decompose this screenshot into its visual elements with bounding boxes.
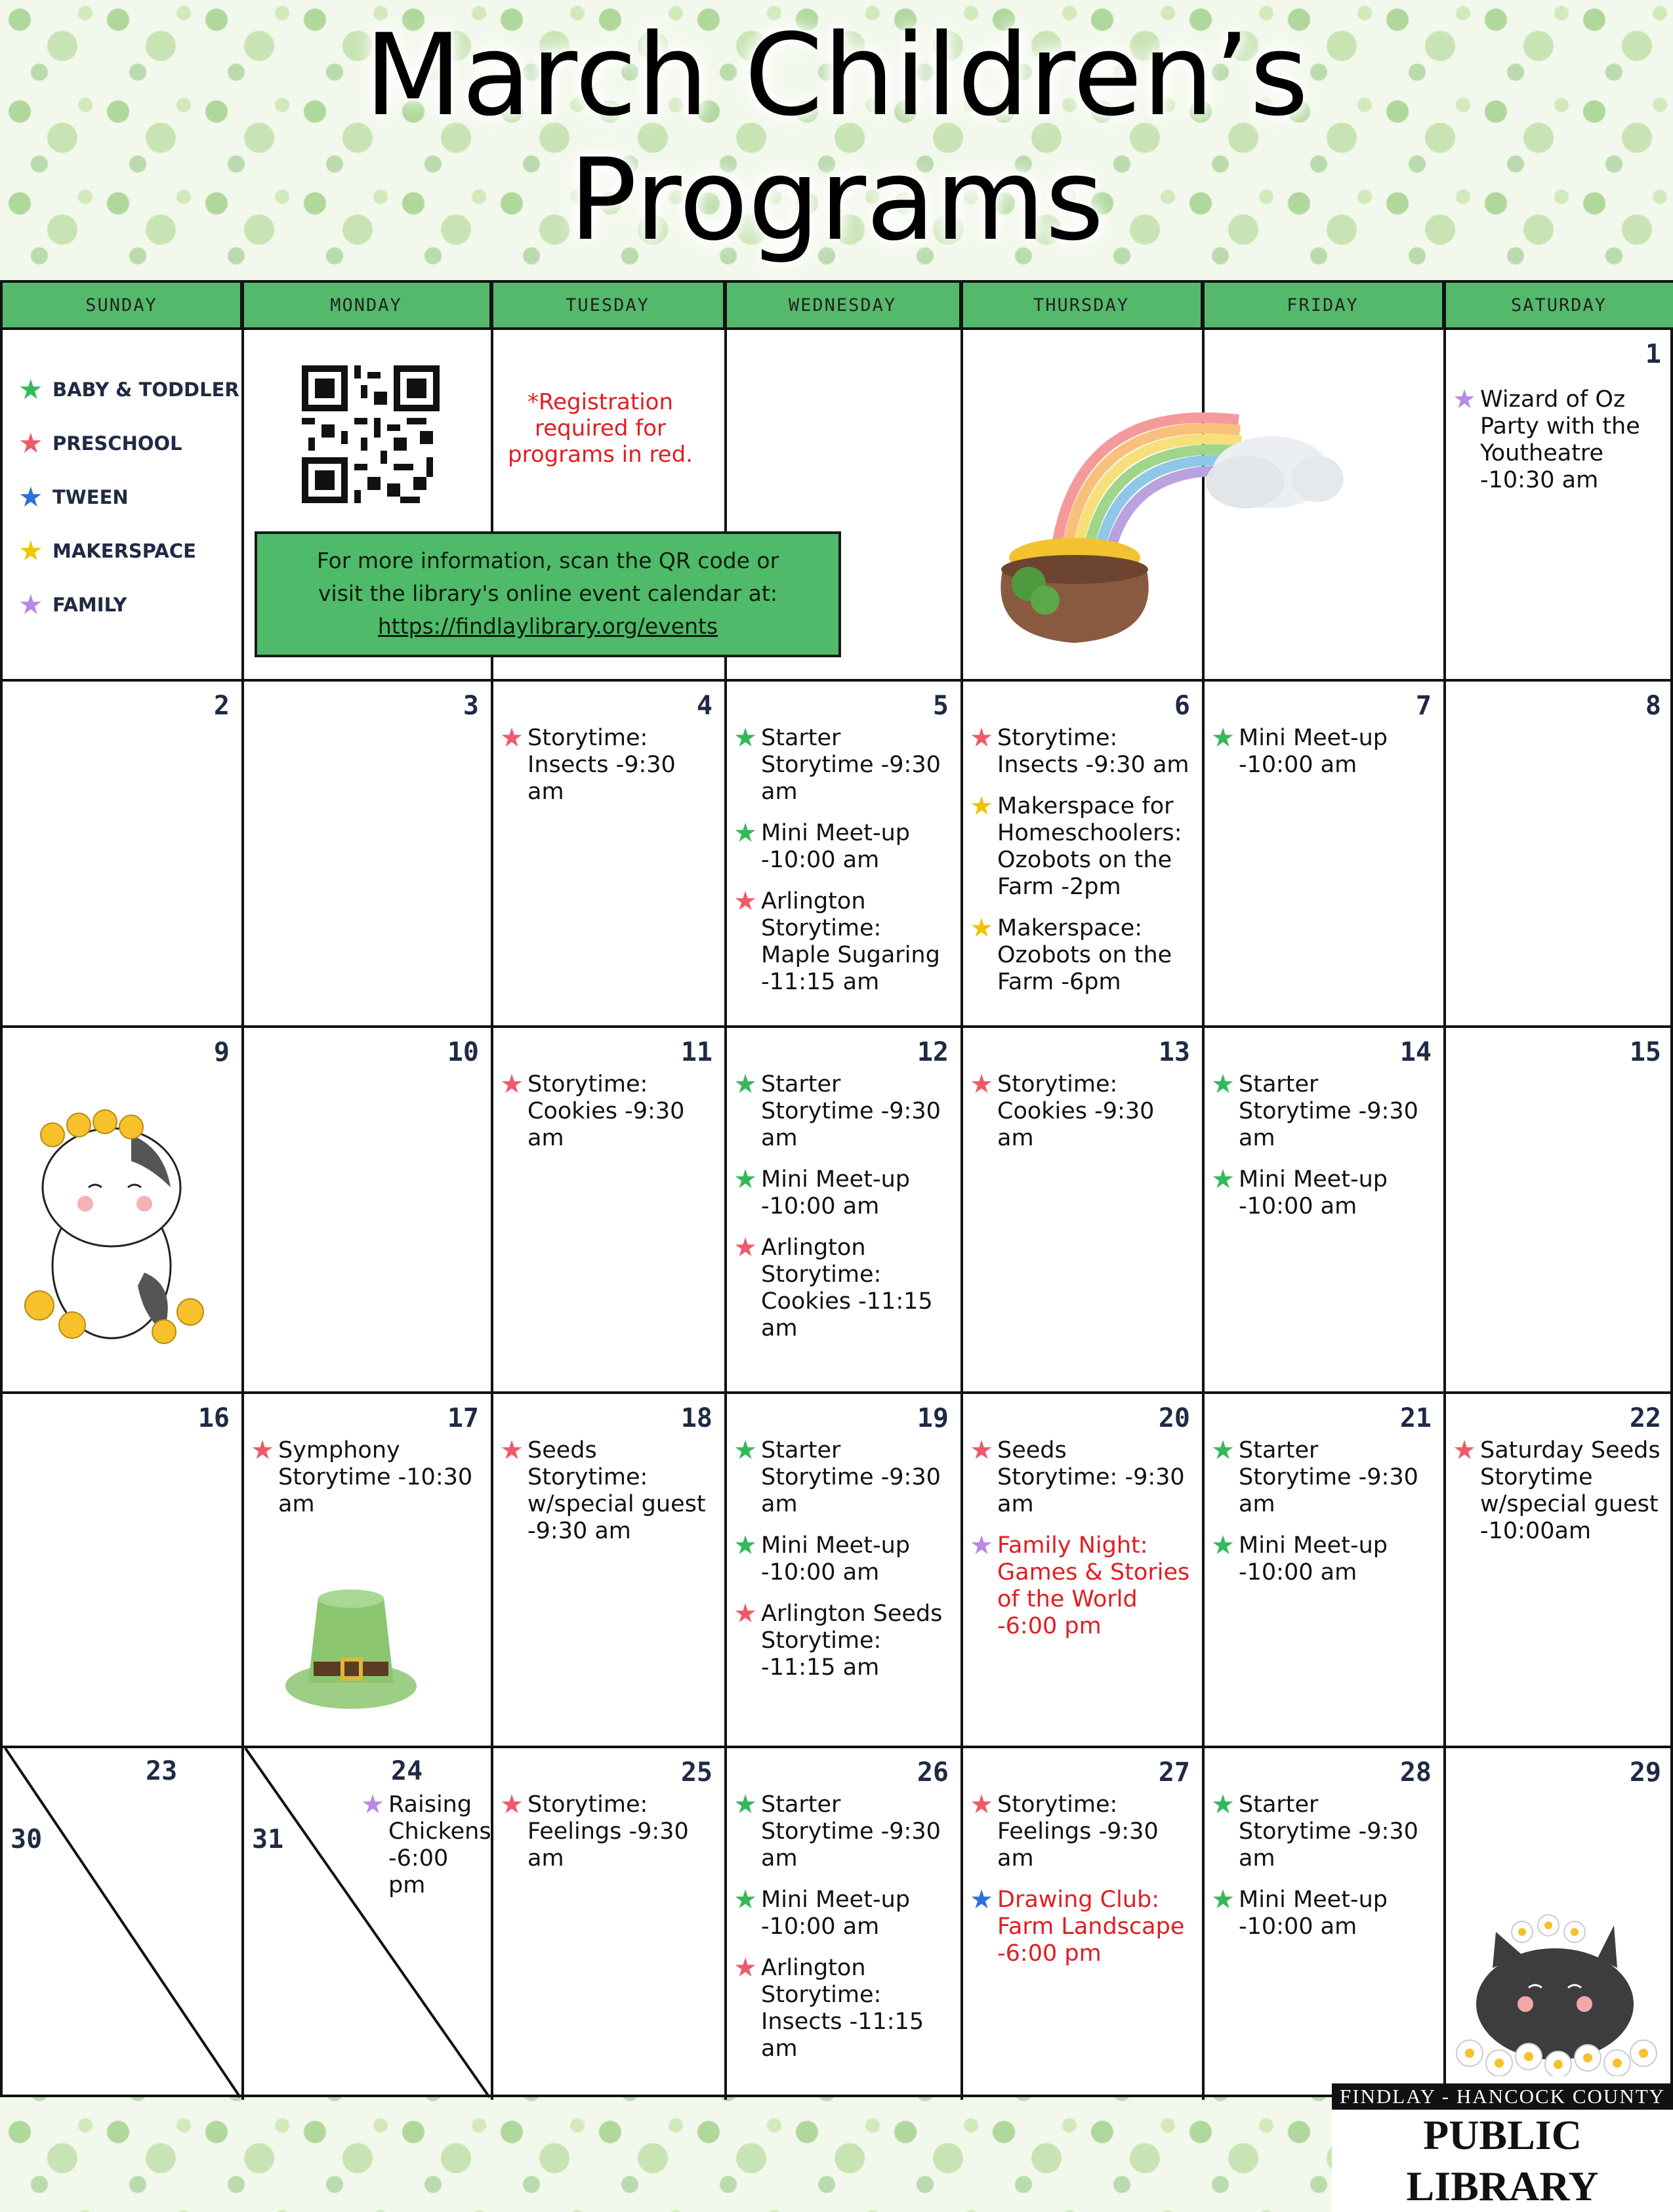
event-item[interactable] <box>731 725 953 806</box>
star-icon: ★ <box>970 723 993 753</box>
calendar-day-14 <box>1202 1025 1441 1389</box>
header-saturday: SATURDAY <box>1445 283 1673 327</box>
events-link[interactable]: https://findlaylibrary.org/events <box>377 613 718 639</box>
program-legend <box>18 375 239 644</box>
info-line-1: For more information, scan the QR code or <box>316 548 779 573</box>
event-item[interactable] <box>731 1955 953 2062</box>
event-text: Arlington Seeds Storytime: -11:15 am <box>761 1601 943 1681</box>
day-number-secondary: 31 <box>252 1824 284 1854</box>
event-item[interactable] <box>1208 1437 1435 1518</box>
legend-item-maker <box>18 537 239 590</box>
event-text: Arlington Storytime: Cookies -11:15 am <box>761 1235 933 1342</box>
star-icon: ★ <box>970 1790 993 1820</box>
star-icon: ★ <box>361 1790 384 1820</box>
calendar-day-17 <box>241 1391 488 1743</box>
event-item[interactable] <box>731 1437 953 1518</box>
event-text: Starter Storytime -9:30 am <box>761 725 941 805</box>
event-item[interactable] <box>731 1235 953 1342</box>
event-item[interactable] <box>967 1792 1194 1872</box>
event-text: Mini Meet-up -10:00 am <box>1239 725 1388 778</box>
event-item[interactable] <box>731 1887 953 1940</box>
calendar-day-18 <box>491 1391 722 1743</box>
event-list <box>248 1437 483 1532</box>
event-text: Raising Chickens -6:00 pm <box>388 1792 491 1898</box>
star-icon: ★ <box>1453 1435 1476 1465</box>
event-list <box>497 1071 716 1166</box>
star-icon: ★ <box>1211 1530 1235 1561</box>
day-number: 5 <box>932 691 949 721</box>
star-icon: ★ <box>18 535 43 567</box>
day-number: 6 <box>1174 691 1190 721</box>
event-item[interactable] <box>731 888 953 996</box>
calendar-day-25 <box>491 1746 722 2090</box>
event-item[interactable] <box>731 1532 953 1586</box>
event-text: Storytime: Cookies -9:30 am <box>527 1071 685 1151</box>
legend-label: BABY & TODDLER <box>52 379 239 401</box>
day-number: 11 <box>680 1037 713 1067</box>
header-wednesday: WEDNESDAY <box>726 283 962 327</box>
event-list <box>1208 725 1435 793</box>
star-icon: ★ <box>18 481 43 513</box>
event-text: Symphony Storytime -10:30 am <box>278 1437 473 1517</box>
day-number: 15 <box>1629 1037 1661 1067</box>
star-icon: ★ <box>970 791 993 821</box>
calendar-day-21 <box>1202 1391 1441 1743</box>
event-item[interactable] <box>248 1437 483 1518</box>
event-text: Seeds Storytime: w/special guest -9:30 am <box>527 1437 706 1544</box>
page-title <box>0 9 1673 266</box>
event-list <box>358 1790 491 1914</box>
legend-label: TWEEN <box>52 486 129 508</box>
day-number: 22 <box>1629 1403 1661 1433</box>
star-icon: ★ <box>500 1790 524 1820</box>
day-number: 26 <box>917 1757 949 1788</box>
title-line-1: March Children’s <box>364 9 1309 141</box>
event-text: Mini Meet-up -10:00 am <box>1239 1532 1388 1586</box>
event-item[interactable] <box>1208 725 1435 779</box>
event-text: Mini Meet-up -10:00 am <box>1239 1166 1388 1219</box>
star-icon: ★ <box>18 588 43 621</box>
event-item[interactable] <box>731 1792 953 1872</box>
event-list <box>497 725 716 820</box>
event-text: Starter Storytime -9:30 am <box>761 1792 941 1872</box>
event-item[interactable] <box>731 1071 953 1152</box>
event-item[interactable] <box>1208 1071 1435 1152</box>
event-item[interactable] <box>1208 1532 1435 1586</box>
info-line-2: visit the library's online event calendar at: <box>318 581 777 606</box>
event-text: Storytime: Feelings -9:30 am <box>527 1792 689 1872</box>
star-icon: ★ <box>733 1069 757 1099</box>
event-text: Mini Meet-up -10:00 am <box>761 820 910 873</box>
calendar-day-22 <box>1443 1391 1670 1743</box>
event-item[interactable] <box>497 1437 716 1545</box>
event-list <box>497 1792 716 1887</box>
calendar-day-7 <box>1202 679 1441 1023</box>
event-item[interactable] <box>731 820 953 874</box>
event-list <box>1208 1792 1435 1955</box>
event-item[interactable] <box>967 1437 1194 1518</box>
event-text: Starter Storytime -9:30 am <box>1239 1071 1418 1151</box>
event-list <box>731 1792 953 2077</box>
star-icon: ★ <box>1211 1069 1235 1099</box>
event-item[interactable] <box>967 793 1194 901</box>
star-icon: ★ <box>733 1233 757 1263</box>
star-icon: ★ <box>733 1790 757 1820</box>
event-item[interactable] <box>1450 386 1665 494</box>
star-icon: ★ <box>500 1435 524 1465</box>
event-item[interactable] <box>967 915 1194 996</box>
event-list <box>497 1437 716 1559</box>
header-thursday: THURSDAY <box>962 283 1203 327</box>
event-item[interactable] <box>1208 1887 1435 1940</box>
day-number-secondary: 30 <box>10 1824 43 1854</box>
day-number: 3 <box>463 691 479 721</box>
calendar-day-27 <box>960 1746 1199 2090</box>
star-icon: ★ <box>500 723 524 753</box>
event-text: Makerspace for Homeschoolers: Ozobots on the Farm -2pm <box>997 793 1182 900</box>
calendar-day-15 <box>1443 1025 1670 1389</box>
event-list <box>731 1437 953 1696</box>
library-logo <box>1332 2083 1673 2209</box>
calendar-day-26 <box>724 1746 958 2090</box>
star-icon: ★ <box>1211 723 1235 753</box>
header-tuesday: TUESDAY <box>492 283 726 327</box>
event-item[interactable] <box>967 1532 1194 1640</box>
event-item[interactable] <box>497 1071 716 1152</box>
day-number: 4 <box>696 691 713 721</box>
legend-item-family <box>18 590 239 644</box>
day-number: 25 <box>680 1757 713 1788</box>
title-line-2: Programs <box>569 134 1104 266</box>
day-number: 9 <box>213 1037 230 1067</box>
event-text: Starter Storytime -9:30 am <box>1239 1437 1418 1517</box>
calendar-day-10 <box>241 1025 488 1389</box>
star-icon: ★ <box>733 818 757 848</box>
day-number: 20 <box>1158 1403 1190 1433</box>
legend-label: FAMILY <box>52 594 127 616</box>
day-number: 28 <box>1399 1757 1432 1788</box>
event-item[interactable] <box>1208 1792 1435 1872</box>
star-icon: ★ <box>733 1530 757 1561</box>
event-text: Starter Storytime -9:30 am <box>1239 1792 1418 1872</box>
calendar-day-2 <box>0 679 239 1023</box>
day-number: 27 <box>1158 1757 1190 1788</box>
grid-line <box>3 327 1673 330</box>
event-item[interactable] <box>358 1790 491 1899</box>
event-text: Family Night: Games & Stories of the World -6:00 pm <box>997 1532 1190 1639</box>
day-number: 17 <box>447 1403 479 1433</box>
event-list <box>1450 1437 1665 1559</box>
event-text: Mini Meet-up -10:00 am <box>761 1887 910 1940</box>
calendar-day-13 <box>960 1025 1199 1389</box>
day-number: 1 <box>1645 339 1661 369</box>
star-icon: ★ <box>970 1069 993 1099</box>
header-monday: MONDAY <box>243 283 492 327</box>
star-icon: ★ <box>733 1885 757 1915</box>
day-number: 7 <box>1415 691 1432 721</box>
star-icon: ★ <box>251 1435 274 1465</box>
star-icon: ★ <box>733 886 757 916</box>
qr-code[interactable] <box>302 365 440 503</box>
event-item[interactable] <box>731 1601 953 1681</box>
event-item[interactable] <box>1450 1437 1665 1545</box>
calendar-day-1 <box>1443 327 1670 676</box>
day-number: 18 <box>680 1403 713 1433</box>
calendar-day-12 <box>724 1025 958 1389</box>
day-number: 13 <box>1158 1037 1190 1067</box>
event-item[interactable] <box>1208 1166 1435 1220</box>
star-icon: ★ <box>1211 1790 1235 1820</box>
header-friday: FRIDAY <box>1203 283 1445 327</box>
calendar-day-16 <box>0 1391 239 1743</box>
legend-item-baby <box>18 375 239 429</box>
calendar-day-4 <box>491 679 722 1023</box>
event-list <box>731 1071 953 1357</box>
star-icon: ★ <box>970 1885 993 1915</box>
star-icon: ★ <box>1211 1885 1235 1915</box>
star-icon: ★ <box>733 1435 757 1465</box>
star-icon: ★ <box>970 913 993 943</box>
event-text: Mini Meet-up -10:00 am <box>761 1532 910 1586</box>
calendar-day-9 <box>0 1025 239 1389</box>
legend-label: PRESCHOOL <box>52 432 182 455</box>
event-text: Wizard of Oz Party with the Youtheatre -10:30 am <box>1480 386 1640 493</box>
star-icon: ★ <box>1211 1164 1235 1195</box>
event-text: Makerspace: Ozobots on the Farm -6pm <box>997 915 1172 995</box>
legend-item-pre <box>18 429 239 483</box>
event-list <box>1208 1437 1435 1601</box>
day-number: 21 <box>1399 1403 1432 1433</box>
event-text: Storytime: Cookies -9:30 am <box>997 1071 1155 1151</box>
event-text: Saturday Seeds Storytime w/special guest -10:00am <box>1480 1437 1661 1544</box>
calendar-day-5 <box>724 679 958 1023</box>
registration-note: *Registration required for programs in red. <box>508 389 693 468</box>
event-text: Starter Storytime -9:30 am <box>761 1071 941 1151</box>
day-number: 10 <box>447 1037 479 1067</box>
event-text: Mini Meet-up -10:00 am <box>1239 1887 1388 1940</box>
star-icon: ★ <box>733 1953 757 1983</box>
event-item[interactable] <box>497 1792 716 1872</box>
event-item[interactable] <box>967 725 1194 779</box>
calendar-day-19 <box>724 1391 958 1743</box>
day-number: 16 <box>197 1403 230 1433</box>
star-icon: ★ <box>1211 1435 1235 1465</box>
legend-label: MAKERSPACE <box>52 540 196 562</box>
calendar-day-11 <box>491 1025 722 1389</box>
day-number: 29 <box>1629 1757 1661 1788</box>
calendar-day-3 <box>241 679 488 1023</box>
calendar-day-20 <box>960 1391 1199 1743</box>
event-list <box>1450 386 1665 508</box>
calendar-day-23 <box>0 1746 239 2090</box>
event-text: Arlington Storytime: Insects -11:15 am <box>761 1955 924 2062</box>
star-icon: ★ <box>18 373 43 405</box>
day-number: 2 <box>213 691 230 721</box>
calendar-day-8 <box>1443 679 1670 1023</box>
event-text: Storytime: Insects -9:30 am <box>997 725 1189 778</box>
event-text: Storytime: Feelings -9:30 am <box>997 1792 1159 1872</box>
rainbow-pot-of-gold-illustration <box>976 348 1350 649</box>
event-list <box>967 725 1194 1010</box>
day-number: 12 <box>917 1037 949 1067</box>
day-number: 8 <box>1645 691 1661 721</box>
event-list <box>1208 1071 1435 1235</box>
event-text: Drawing Club: Farm Landscape -6:00 pm <box>997 1887 1185 1967</box>
star-icon: ★ <box>733 723 757 753</box>
event-item[interactable] <box>967 1071 1194 1152</box>
calendar-day-6 <box>960 679 1199 1023</box>
header-sunday: SUNDAY <box>3 283 243 327</box>
event-text: Mini Meet-up -10:00 am <box>761 1166 910 1219</box>
event-item[interactable] <box>497 725 716 806</box>
star-icon: ★ <box>500 1069 524 1099</box>
calendar-day-29 <box>1443 1746 1670 2090</box>
library-logo-bottom: PUBLIC LIBRARY <box>1332 2110 1673 2212</box>
calendar-day-28 <box>1202 1746 1441 2090</box>
day-number: 24 <box>391 1756 423 1786</box>
day-number: 14 <box>1399 1037 1432 1067</box>
event-item[interactable] <box>731 1166 953 1220</box>
calendar-day-24 <box>241 1746 491 2090</box>
event-item[interactable] <box>967 1887 1194 1967</box>
event-text: Storytime: Insects -9:30 am <box>527 725 676 805</box>
event-list <box>967 1071 1194 1166</box>
event-list <box>967 1792 1194 1982</box>
star-icon: ★ <box>970 1530 993 1561</box>
library-logo-top: FINDLAY - HANCOCK COUNTY <box>1332 2083 1673 2110</box>
star-icon: ★ <box>733 1164 757 1195</box>
event-text: Arlington Storytime: Maple Sugaring -11:15 am <box>761 888 940 995</box>
event-list <box>967 1437 1194 1654</box>
star-icon: ★ <box>1453 384 1476 415</box>
event-text: Seeds Storytime: -9:30 am <box>997 1437 1185 1517</box>
star-icon: ★ <box>733 1599 757 1629</box>
info-banner <box>255 531 841 657</box>
event-list <box>731 725 953 1010</box>
day-number: 23 <box>146 1756 178 1786</box>
star-icon: ★ <box>18 427 43 459</box>
event-text: Starter Storytime -9:30 am <box>761 1437 941 1517</box>
day-number: 19 <box>917 1403 949 1433</box>
star-icon: ★ <box>970 1435 993 1465</box>
legend-item-tween <box>18 483 239 537</box>
